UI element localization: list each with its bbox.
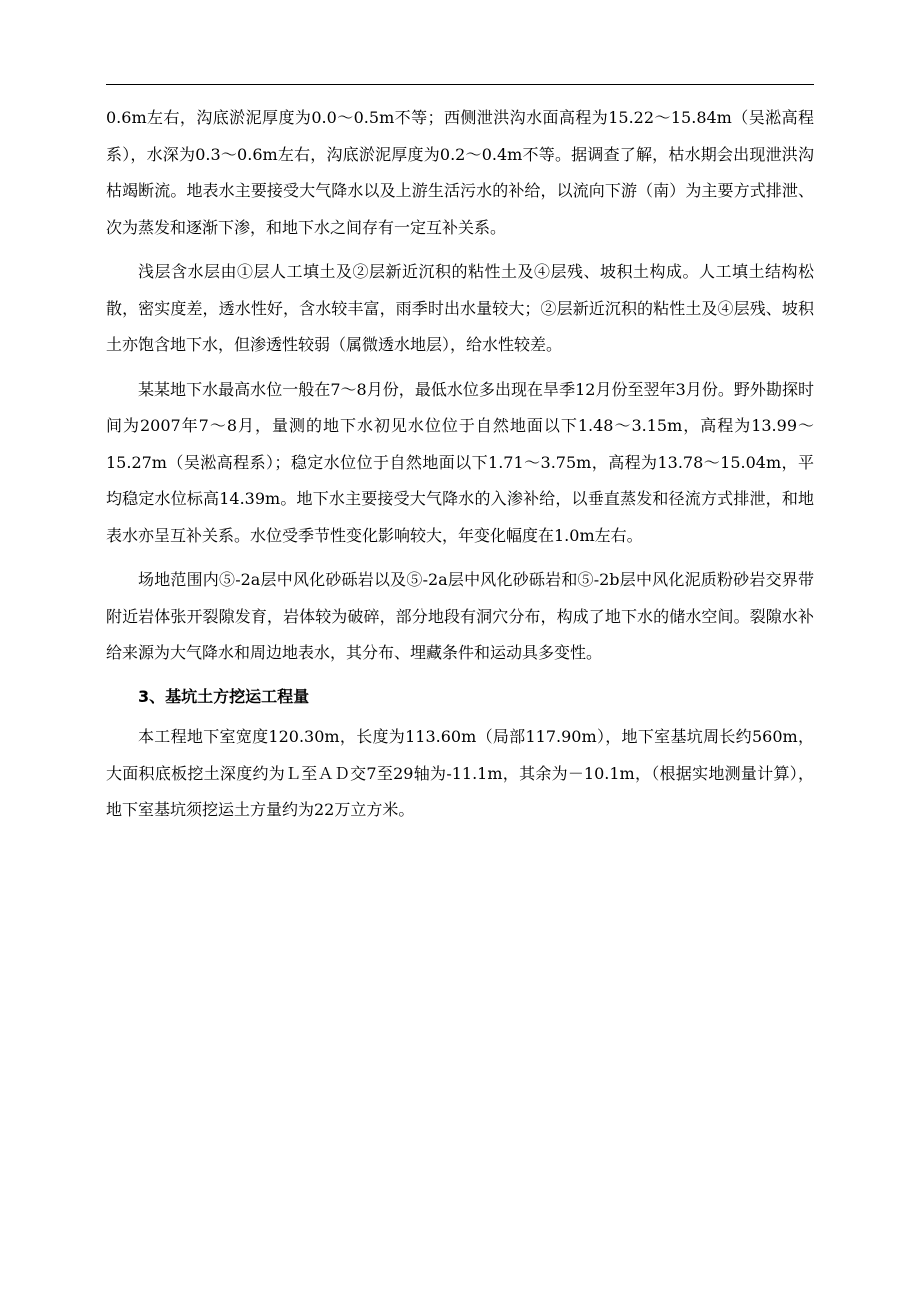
paragraph-excavation-volume: 本工程地下室宽度120.30m，长度为113.60m（局部117.90m），地下室基坑周长约560m，大面积底板挖土深度约为Ｌ至ＡＤ交7至29轴为-11.1m，其余为－10.1m，（根据实地测量计算），地下室基坑须挖运土方量约为22万立方米。: [106, 727, 814, 819]
header-rule: [106, 84, 814, 85]
paragraph-shallow-aquifer: 浅层含水层由①层人工填土及②层新近沉积的粘性土及④层残、坡积土构成。人工填土结构松散，密实度差，透水性好，含水较丰富，雨季时出水量较大；②层新近沉积的粘性土及④层残、坡积土亦饱含地下水，但渗透性较弱（属微透水地层），给水性较差。: [106, 262, 814, 354]
document-body: [106, 100, 814, 829]
paragraph-fissure-water: 场地范围内⑤-2a层中风化砂砾岩以及⑤-2a层中风化砂砾岩和⑤-2b层中风化泥质粉砂岩交界带附近岩体张开裂隙发育，岩体较为破碎，部分地段有洞穴分布，构成了地下水的储水空间。裂隙水补给来源为大气降水和周边地表水，其分布、埋藏条件和运动具多变性。: [106, 570, 814, 662]
section-heading: 3、基坑土方挖运工程量: [138, 686, 310, 706]
paragraph-surface-water: 0.6m左右，沟底淤泥厚度为0.0～0.5m不等；西侧泄洪沟水面高程为15.22～15.84m（吴淞高程系），水深为0.3～0.6m左右，沟底淤泥厚度为0.2～0.4m不等。据调查了解，枯水期会出现泄洪沟枯竭断流。地表水主要接受大气降水以及上游生活污水的补给，以流向下游（南）为主要方式排泄、次为蒸发和逐渐下渗，和地下水之间存有一定互补关系。: [106, 108, 814, 237]
paragraph-groundwater-level: 某某地下水最高水位一般在7～8月份，最低水位多出现在旱季12月份至翌年3月份。野外勘探时间为2007年7～8月，量测的地下水初见水位位于自然地面以下1.48～3.15m，高程为13.99～15.27m（吴淞高程系）；稳定水位位于自然地面以下1.71～3.75m，高程为13.78～15.04m，平均稳定水位标高14.39m。地下水主要接受大气降水的入渗补给，以垂直蒸发和径流方式排泄，和地表水亦呈互补关系。水位受季节性变化影响较大，年变化幅度在1.0m左右。: [106, 379, 814, 545]
